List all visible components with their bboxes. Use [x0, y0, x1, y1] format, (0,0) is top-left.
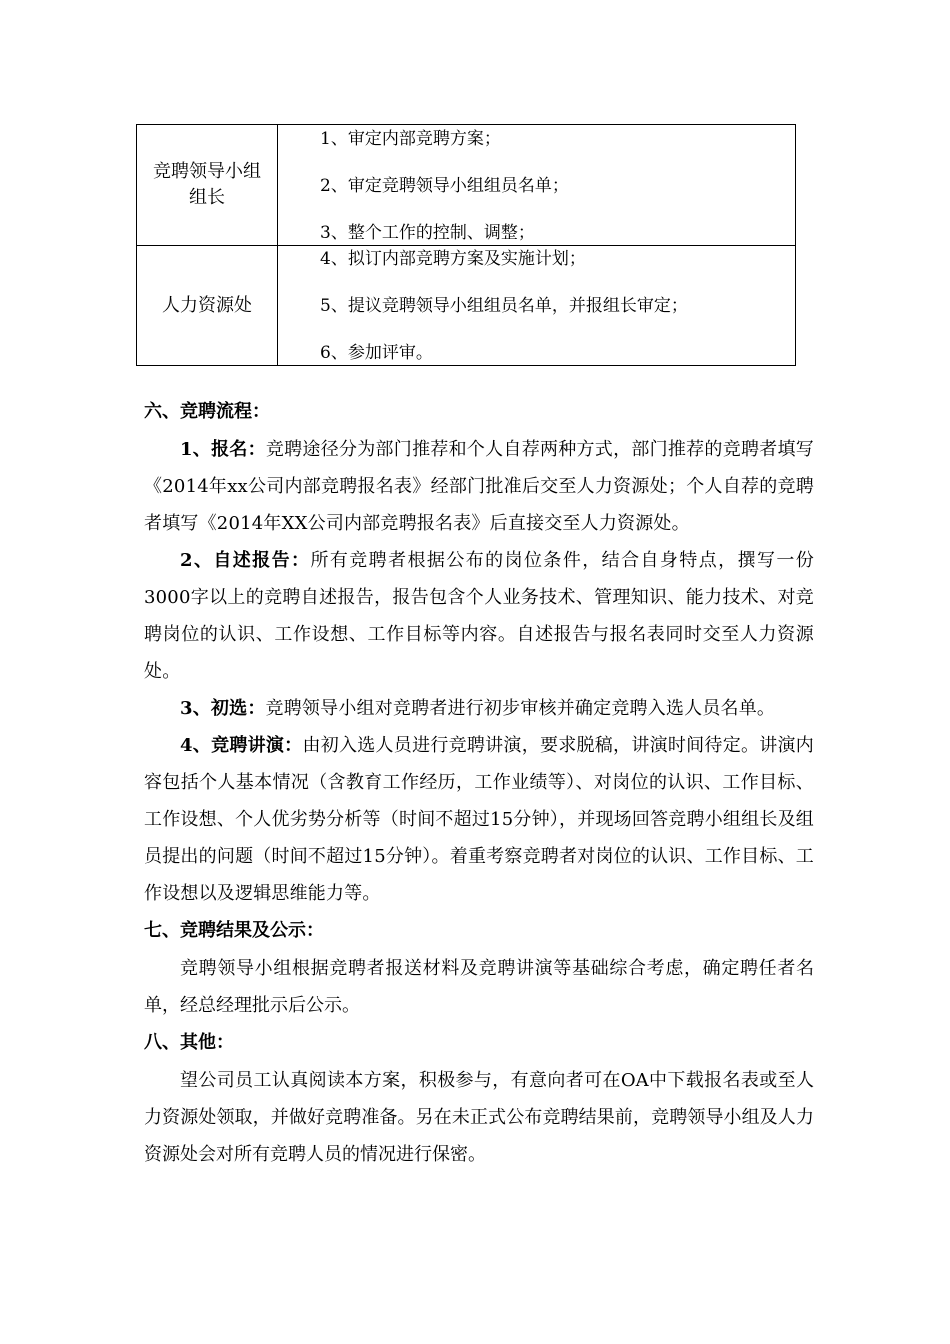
- duty-table: [136, 124, 796, 366]
- item-text: 竞聘领导小组对竞聘者进行初步审核并确定竞聘入选人员名单。: [265, 698, 776, 719]
- document-body: [144, 393, 814, 1173]
- duty-item: 4、拟订内部竞聘方案及实施计划；: [320, 248, 586, 269]
- duty-list: [320, 247, 795, 365]
- table-row: [137, 246, 796, 366]
- item-lead: 3、初选：: [180, 698, 266, 719]
- results-paragraph: 竞聘领导小组根据竞聘者报送材料及竞聘讲演等基础综合考虑，确定聘任者名单，经总经理批示后公示。: [144, 958, 814, 1016]
- role-cell: [137, 125, 278, 246]
- duty-list: [320, 125, 795, 245]
- process-item-registration: [144, 431, 814, 542]
- role-label-line2: 组长: [189, 187, 225, 208]
- duties-cell: [278, 125, 796, 246]
- duty-item: 3、整个工作的控制、调整；: [320, 223, 535, 243]
- duties-cell: [278, 246, 796, 366]
- section-heading-results: 七、竞聘结果及公示：: [144, 920, 324, 941]
- process-item-report: [144, 542, 814, 690]
- process-item-preliminary: [144, 690, 814, 727]
- role-label: 人力资源处: [162, 294, 252, 316]
- item-text: 竞聘途径分为部门推荐和个人自荐两种方式，部门推荐的竞聘者填写《2014年xx公司内部竞聘报名表》经部门批准后交至人力资源处；个人自荐的竞聘者填写《2014年XX公司内部竞聘报名表》后直接交至人力资源处。: [144, 439, 814, 534]
- item-lead: 1、报名：: [180, 439, 266, 460]
- role-cell: [137, 246, 278, 366]
- role-label-line1: 竞聘领导小组: [153, 161, 261, 182]
- item-text: 由初入选人员进行竞聘讲演，要求脱稿，讲演时间待定。讲演内容包括个人基本情况（含教育工作经历，工作业绩等）、对岗位的认识、工作目标、工作设想、个人优劣势分析等（时间不超过15分钟），并现场回答竞聘小组组长及组员提出的问题（时间不超过15分钟）。着重考察竞聘者对岗位的认识、工作目标、工作设想以及逻辑思维能力等。: [144, 735, 814, 904]
- section-heading-process: 六、竞聘流程：: [144, 401, 270, 422]
- other-paragraph: 望公司员工认真阅读本方案，积极参与，有意向者可在OA中下载报名表或至人力资源处领取，并做好竞聘准备。另在未正式公布竞聘结果前，竞聘领导小组及人力资源处会对所有竞聘人员的情况进行保密。: [144, 1070, 814, 1165]
- process-item-speech: [144, 727, 814, 912]
- duty-item: 6、参加评审。: [320, 342, 433, 363]
- item-lead: 4、竞聘讲演：: [180, 735, 303, 756]
- section-heading-other: 八、其他：: [144, 1032, 234, 1053]
- duty-item: 1、审定内部竞聘方案；: [320, 129, 501, 149]
- duty-item: 2、审定竞聘领导小组组员名单；: [320, 176, 569, 196]
- item-text: 所有竞聘者根据公布的岗位条件，结合自身特点，撰写一份3000字以上的竞聘自述报告，报告包含个人业务技术、管理知识、能力技术、对竞聘岗位的认识、工作设想、工作目标等内容。自述报告与报名表同时交至人力资源处。: [144, 550, 814, 682]
- table-row: [137, 125, 796, 246]
- item-lead: 2、自述报告：: [180, 550, 311, 571]
- duty-item: 5、提议竞聘领导小组组员名单，并报组长审定；: [320, 295, 688, 316]
